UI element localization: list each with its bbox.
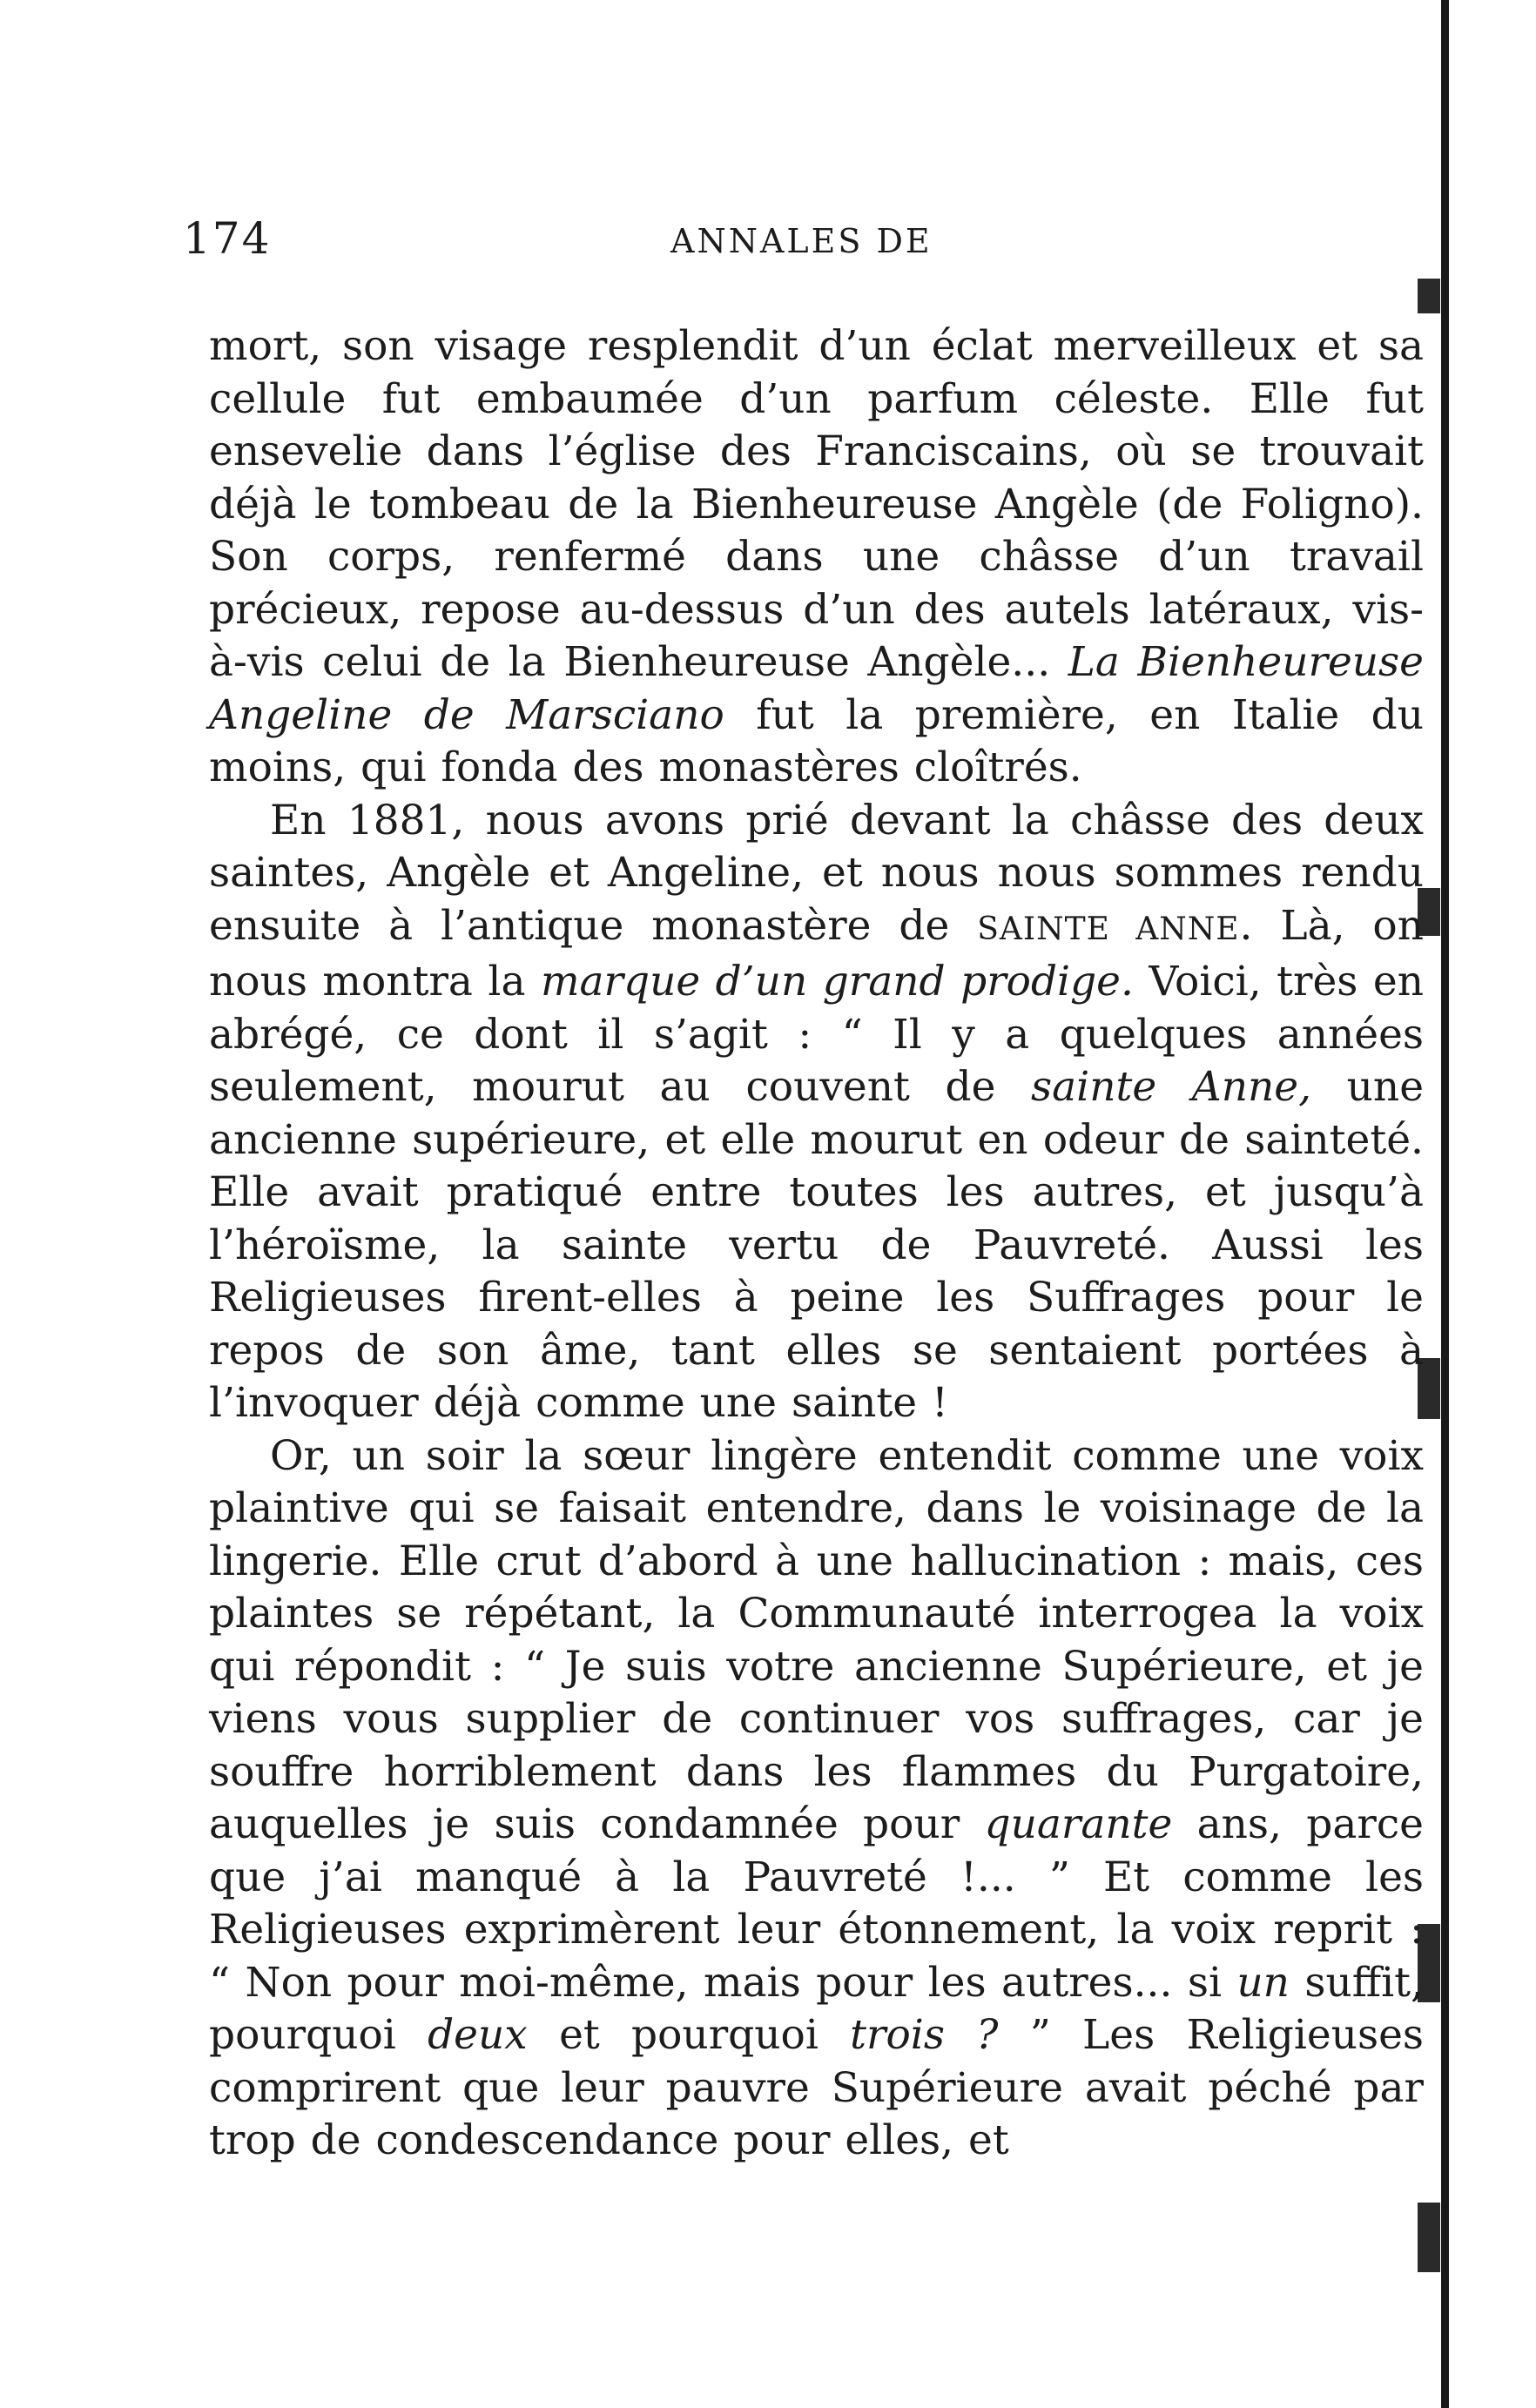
page-header: [0, 213, 1536, 274]
binding-shadow: [1418, 279, 1440, 313]
text-run: et pourquoi: [527, 2011, 851, 2059]
italic-text: trois ?: [850, 2011, 999, 2059]
text-run: mort, son visage resplendit d’un éclat merveilleux et sa cellule fut embaumée d’un parfum céleste. Elle fut ensevelie dans l’église des Franciscains, où se trouvait déjà le tombeau de la Bienheureuse Angèle (de Foligno). Son corps, renfermé dans une châsse d’un travail précieux, repose au-dessus d’un des autels latéraux, vis-à-vis celui de la Bienheureuse Angèle...: [209, 322, 1424, 686]
text-run: Voici, très en abrégé, ce dont il s’agit : “ Il y a quelques années seulement, mourut au couvent de: [209, 958, 1424, 1111]
body-text: [209, 320, 1424, 2168]
italic-text: La Bienheureuse Angeline de Marsciano: [209, 638, 1424, 739]
italic-text: deux: [428, 2011, 528, 2059]
italic-text: sainte Anne,: [1031, 1063, 1312, 1111]
text-run: Or, un soir la sœur lingère entendit comme une voix plaintive qui se faisait entendre, dans le voisinage de la lingerie. Elle crut d’abord à une hallucination : mais, ces plaintes se répétant, la Communauté interrogea la voix qui répondit : “ Je suis votre ancienne Supérieure, et je viens vous supplier de continuer vos suffrages, car je souffre horriblement dans les flammes du Purgatoire, auquelles je suis condamnée pour: [209, 1431, 1424, 1848]
italic-text: un: [1236, 1958, 1290, 2007]
text-run: une ancienne supérieure, et elle mourut en odeur de sainteté. Elle avait pratiqué entre toutes les autres, et jusqu’à l’héroïsme, la sainte vertu de Pauvreté. Aussi les Religieuses firent-elles à peine les Suffrages pour le repos de son âme, tant elles se sentaient portées à l’invoquer déjà comme une sainte !: [209, 1063, 1425, 1427]
small-caps-text: SAINTE ANNE: [977, 911, 1240, 947]
text-run: ” Les Religieuses comprirent que leur pauvre Supérieure avait péché par trop de condescendance pour elles, et: [209, 2011, 1425, 2164]
text-run: . Là, on nous montra la: [209, 901, 1424, 1006]
page-number: 174: [183, 213, 272, 264]
text-run: fut la première, en Italie du moins, qui fonda des monastères cloîtrés.: [209, 690, 1424, 791]
paragraph: [209, 795, 1424, 1430]
paragraph: [209, 320, 1424, 795]
text-run: En 1881, nous avons prié devant la châsse des deux saintes, Angèle et Angeline, et nous nous sommes rendu ensuite à l’antique monastère de: [209, 796, 1424, 950]
running-title: ANNALES DE: [670, 222, 933, 260]
binding-shadow: [1418, 2203, 1440, 2272]
text-run: ans, parce que j’ai manqué à la Pauvreté !... ” Et comme les Religieuses exprimèrent leur étonnement, la voix reprit : “ Non pour moi-même, mais pour les autres... si: [209, 1800, 1424, 2007]
page-binding-edge: [1441, 0, 1449, 2408]
paragraph: [209, 1430, 1424, 2168]
text-run: suffit, pourquoi: [209, 1958, 1424, 2059]
italic-text: marque d’un grand prodige.: [540, 958, 1134, 1006]
italic-text: quarante: [984, 1800, 1173, 1848]
